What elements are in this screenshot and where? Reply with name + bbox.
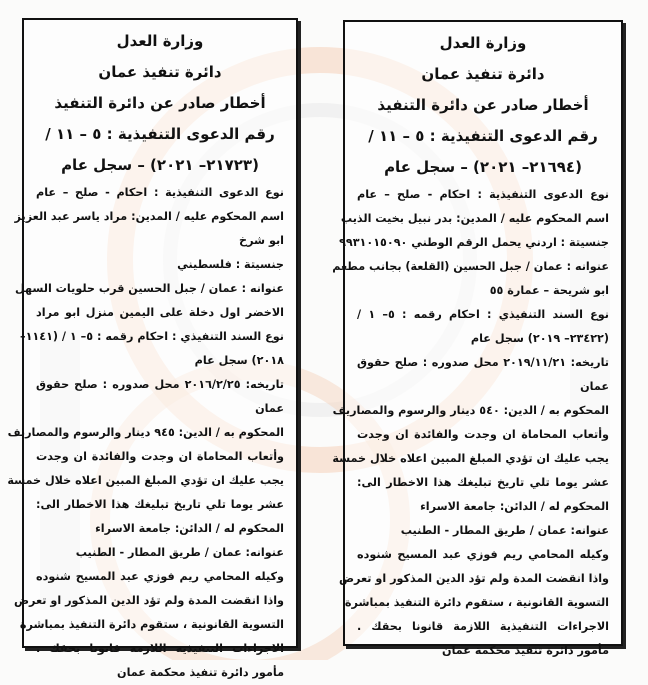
notice-heading: (٢١٧٢٣– ٢٠٢١) – سجل عام [61,156,259,174]
notice-heading: رقم الدعوى التنفيذية : ٥ – ١١ / [368,127,598,145]
notice-text-line: المحكوم به / الدين: ٩٤٥ دينار والرسوم والمصاريف [7,426,284,439]
notice-heading: (٢١٦٩٤– ٢٠٢١) – سجل عام [384,158,582,176]
notice-right [332,20,623,657]
notice-text-line: عنوانه: عمان / طريق المطار - الطنيب [75,546,284,559]
notice-text-line: وأتعاب المحاماة ان وجدت والفائدة ان وجدت [357,428,609,441]
notice-text-line: المحكوم له / الدائن: جامعة الاسراء [95,522,284,535]
notice-text-line: واذا انقضت المدة ولم تؤد الدين المذكور او تعرض [13,594,284,607]
notice-text-line: الاجراءات التنفيذية اللازمة قانونا بحقك . [36,642,284,655]
notice-left [7,18,298,679]
notice-text-line: اسم المحكوم عليه / المدين: مراد ياسر عبد العزيز [14,210,284,223]
notice-heading: أخطار صادر عن دائرة التنفيذ [377,96,589,114]
notice-text-line: وكيله المحامي ريم فوزي عبد المسيح شنوده [36,570,284,583]
notice-text-line: التسوية القانونية ، ستقوم دائرة التنفيذ بمباشرة [344,596,609,609]
notice-text-line: يجب عليك ان تؤدي المبلغ المبين اعلاه خلال خمسة [332,452,609,465]
notice-text-line: ابو شرخ [239,234,284,247]
notice-text-line: تاريخه: ٢٠١٦/٢/٢٥ محل صدوره : صلح حقوق [36,378,284,391]
notice-text-line: ٢٠١٨) سجل عام [194,354,284,367]
notice-text-line: عشر يوما تلي تاريخ تبليغك هذا الاخطار الى: [357,476,609,489]
notice-text-line: ابو شريحة – عمارة ٥٥ [489,284,609,297]
notice-text-line: المحكوم له / الدائن: جامعة الاسراء [420,500,609,513]
notice-text-line: وأتعاب المحاماة ان وجدت والفائدة ان وجدت [36,450,284,463]
notice-text-line: واذا انقضت المدة ولم تؤد الدين المذكور او تعرض [338,572,609,585]
notice-text-line: التسوية القانونية ، ستقوم دائرة التنفيذ بمباشرة [19,618,284,631]
notice-text-line: جنسيتة : فلسطيني [177,258,284,271]
notice-text-line: عمان [255,402,284,415]
notice-text-line: تاريخه: ٢٠١٩/١١/٢١ محل صدوره : صلح حقوق [357,356,609,369]
notice-heading: وزارة العدل [116,32,204,50]
notice-text-line: عنوانه : عمان / جبل الحسين قرب حلويات السهل [15,282,284,295]
notice-text-line: المحكوم به / الدين: ٥٤٠ دينار والرسوم والمصاريف [332,404,609,417]
notice-text-line: عنوانه : عمان / جبل الحسين (القلعة) بجانب مطعم [332,260,609,273]
notice-text-line: (٢٣٤٢٢– ٢٠١٩) سجل عام [470,332,609,345]
notice-heading: رقم الدعوى التنفيذية : ٥ – ١١ / [45,125,275,143]
notice-text-line: جنسيتة : اردني يحمل الرقم الوطني ٩٩٣١٠١٥٠٩٠ [339,236,609,249]
notice-text-line: اسم المحكوم عليه / المدين: بدر نبيل بخيت الذيب [340,212,609,225]
notice-text-line: مأمور دائرة تنفيذ محكمة عمان [442,644,609,657]
notice-text-line: نوع السند التنفيذي : احكام رقمه : ٥– ١ / [357,308,609,321]
notice-text-line: يجب عليك ان تؤدي المبلغ المبين اعلاه خلال خمسة [7,474,284,487]
notice-text-line: عنوانه: عمان / طريق المطار - الطنيب [400,524,609,537]
notice-heading: دائرة تنفيذ عمان [98,63,222,81]
notice-text-line: وكيله المحامي ريم فوزي عبد المسيح شنوده [357,548,609,561]
notice-heading: أخطار صادر عن دائرة التنفيذ [54,94,266,112]
notice-text-line: نوع السند التنفيذي : احكام رقمه : ٥– ١ / (١١٤١– [20,330,284,343]
notice-text-line: عمان [580,380,609,393]
notice-text-line: مأمور دائرة تنفيذ محكمة عمان [117,666,284,679]
notice-text-line: عشر يوما تلي تاريخ تبليغك هذا الاخطار الى: [36,498,284,511]
notice-text-line: الاخضر اول دخلة على اليمين منزل ابو مراد [36,306,284,319]
notice-text-line: نوع الدعوى التنفيذية : احكام - صلح – عام [357,188,609,201]
notice-heading: وزارة العدل [439,34,527,52]
notice-text-line: الاجراءات التنفيذية اللازمة قانونا بحقك . [357,620,609,633]
notice-text-line: نوع الدعوى التنفيذية : احكام - صلح – عام [36,186,284,199]
notice-heading: دائرة تنفيذ عمان [421,65,545,83]
